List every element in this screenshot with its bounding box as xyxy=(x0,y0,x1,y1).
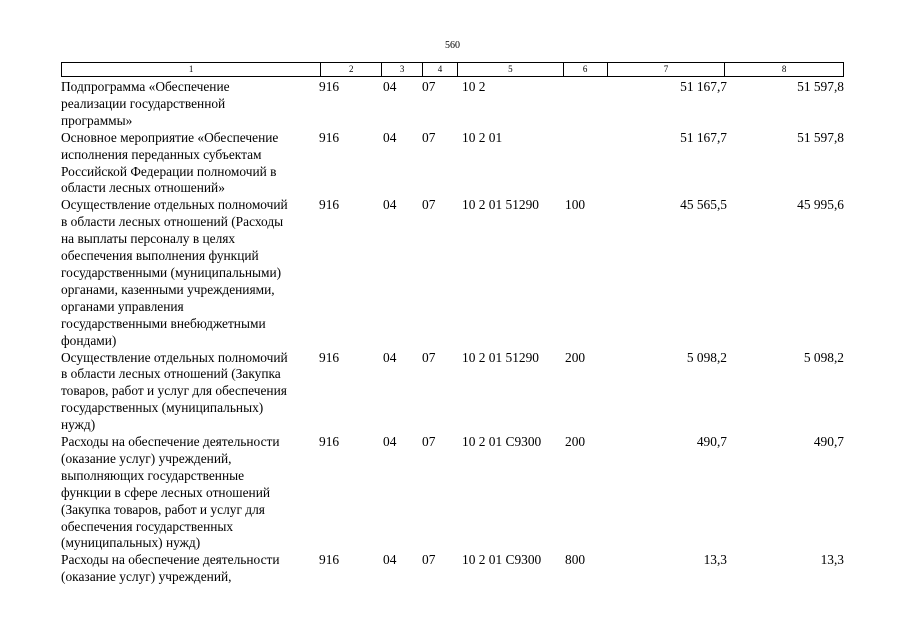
header-col-8: 8 xyxy=(781,64,787,74)
amount-col7-cell: 490,7 xyxy=(696,434,727,450)
table-row xyxy=(61,350,844,435)
description-line: товаров, работ и услуг для обеспечения xyxy=(61,383,287,399)
description-cell xyxy=(61,434,319,552)
subsection-cell: 07 xyxy=(422,552,436,568)
code-cell: 916 xyxy=(319,197,340,213)
table-row xyxy=(61,552,844,586)
subsection-cell: 07 xyxy=(422,197,436,213)
description-line: обеспечения выполнения функций xyxy=(61,248,259,264)
description-line: Осуществление отдельных полномочий xyxy=(61,349,288,365)
section-cell: 04 xyxy=(383,349,397,365)
amount-col8-cell: 490,7 xyxy=(813,434,844,450)
expense-kind-cell: 800 xyxy=(565,552,586,568)
code-cell: 916 xyxy=(319,79,340,94)
description-line: Российской Федерации полномочий в xyxy=(61,163,277,179)
subsection-cell: 07 xyxy=(422,79,436,94)
header-col-1: 1 xyxy=(62,63,321,76)
description-line: фондами) xyxy=(61,332,117,348)
description-cell xyxy=(61,130,319,198)
description-line: Подпрограмма «Обеспечение xyxy=(61,79,230,94)
amount-col8-cell: 51 597,8 xyxy=(797,79,844,94)
subsection-cell: 07 xyxy=(422,434,436,450)
amount-col7-cell: 51 167,7 xyxy=(680,79,727,94)
section-cell: 04 xyxy=(383,79,397,94)
page-number: 560 xyxy=(445,40,460,51)
description-line: Осуществление отдельных полномочий xyxy=(61,197,288,213)
description-line: в области лесных отношений (Закупка xyxy=(61,366,281,382)
expense-kind-cell: 200 xyxy=(565,434,586,450)
code-cell: 916 xyxy=(319,434,340,450)
table-header xyxy=(61,62,844,77)
description-line: государственных (муниципальных) xyxy=(61,400,264,416)
subsection-cell: 07 xyxy=(422,129,436,145)
description-line: в области лесных отношений (Расходы xyxy=(61,214,284,230)
description-line: Расходы на обеспечение деятельности xyxy=(61,552,280,568)
expense-kind-cell xyxy=(562,130,612,198)
code-cell: 916 xyxy=(319,349,340,365)
description-line: нужд) xyxy=(61,417,96,433)
target-article-cell: 10 2 01 С9300 xyxy=(462,434,542,450)
expense-kind-cell: 100 xyxy=(565,197,586,213)
description-line: органами, казенными учреждениями, xyxy=(61,281,275,297)
code-cell: 916 xyxy=(319,129,340,145)
amount-col7-cell: 5 098,2 xyxy=(686,349,727,365)
header-col-5: 5 xyxy=(458,63,564,76)
target-article-cell: 10 2 01 51290 xyxy=(462,349,539,365)
target-article-cell: 10 2 01 51290 xyxy=(462,197,539,213)
target-article-cell: 10 2 xyxy=(462,79,486,94)
description-line: (оказание услуг) учреждений, xyxy=(61,450,232,466)
description-line: государственными (муниципальными) xyxy=(61,264,282,280)
description-line: реализации государственной xyxy=(61,95,226,111)
description-line: обеспечения государственных xyxy=(61,518,234,534)
description-line: исполнения переданных субъектам xyxy=(61,146,262,162)
amount-col8-cell: 45 995,6 xyxy=(797,197,844,213)
amount-col8-cell: 13,3 xyxy=(820,552,844,568)
description-line: (муниципальных) нужд) xyxy=(61,535,201,551)
description-cell xyxy=(61,197,319,349)
table-row xyxy=(61,130,844,198)
header-col-4: 4 xyxy=(423,63,458,76)
header-col-3: 3 xyxy=(382,63,423,76)
target-article-cell: 10 2 01 xyxy=(462,129,503,145)
amount-col7-cell: 13,3 xyxy=(703,552,727,568)
code-cell: 916 xyxy=(319,552,340,568)
description-cell xyxy=(61,79,319,130)
header-col-6: 6 xyxy=(564,63,608,76)
description-line: на выплаты персоналу в целях xyxy=(61,231,236,247)
section-cell: 04 xyxy=(383,552,397,568)
section-cell: 04 xyxy=(383,434,397,450)
description-line: органами управления xyxy=(61,298,184,314)
description-line: Основное мероприятие «Обеспечение xyxy=(61,129,279,145)
expense-kind-cell xyxy=(562,79,612,130)
table-row xyxy=(61,434,844,552)
expense-kind-cell: 200 xyxy=(565,349,586,365)
description-line: области лесных отношений» xyxy=(61,180,225,196)
description-cell xyxy=(61,350,319,435)
table-body xyxy=(61,79,844,586)
amount-col8-cell: 5 098,2 xyxy=(803,349,844,365)
description-line: выполняющих государственные xyxy=(61,467,245,483)
description-line: Расходы на обеспечение деятельности xyxy=(61,434,280,450)
header-col-7: 7 xyxy=(608,63,726,76)
subsection-cell: 07 xyxy=(422,349,436,365)
description-line: функции в сфере лесных отношений xyxy=(61,484,271,500)
description-line: государственными внебюджетными xyxy=(61,315,266,331)
section-cell: 04 xyxy=(383,129,397,145)
target-article-cell: 10 2 01 С9300 xyxy=(462,552,542,568)
amount-col7-cell: 45 565,5 xyxy=(680,197,727,213)
description-cell xyxy=(61,552,319,586)
description-line: программы» xyxy=(61,112,133,128)
amount-col7-cell: 51 167,7 xyxy=(680,129,727,145)
table-row xyxy=(61,79,844,130)
description-line: (Закупка товаров, работ и услуг для xyxy=(61,501,265,517)
section-cell: 04 xyxy=(383,197,397,213)
description-line: (оказание услуг) учреждений, xyxy=(61,569,232,585)
table-row xyxy=(61,197,844,349)
amount-col8-cell: 51 597,8 xyxy=(797,129,844,145)
header-col-2: 2 xyxy=(321,63,382,76)
